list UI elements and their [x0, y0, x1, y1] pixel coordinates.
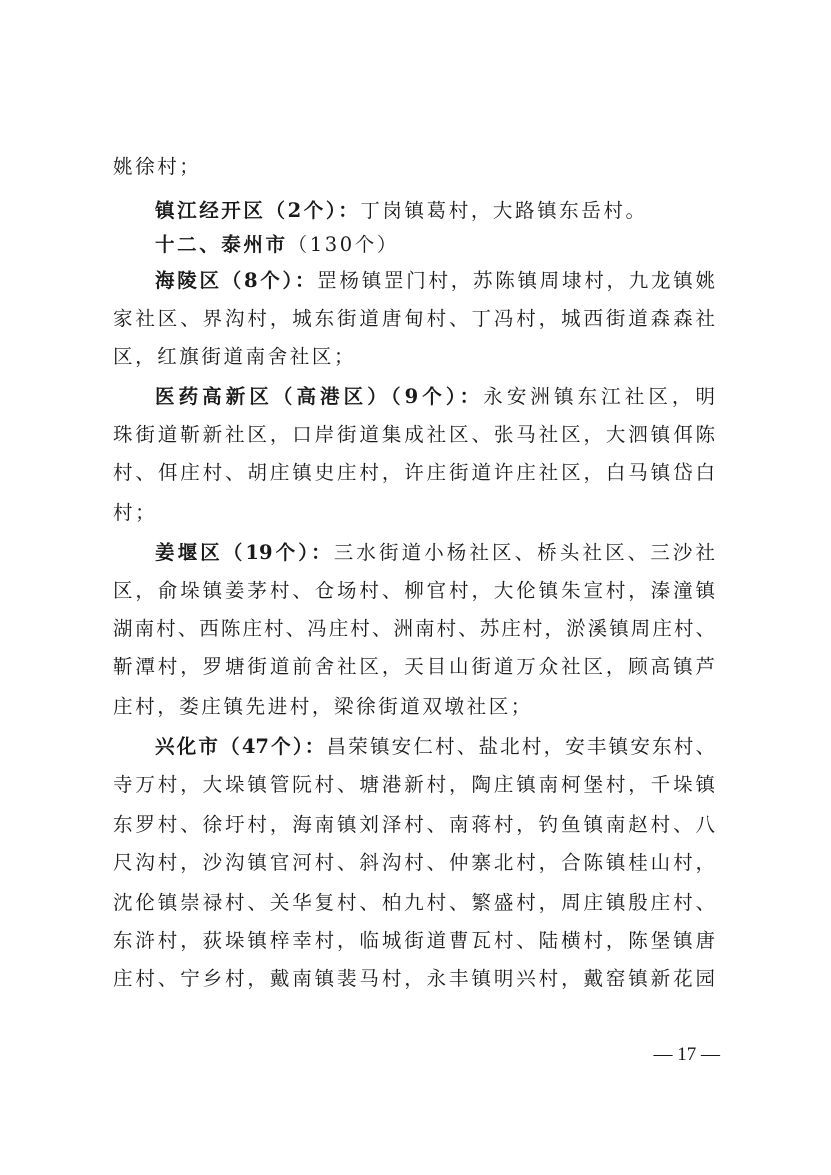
page-number: — 17 — — [653, 1044, 720, 1065]
entry-xinghua: 兴化市（47个）：昌荣镇安仁村、盐北村，安丰镇安东村、 — [155, 735, 715, 758]
section-heading: 十二、泰州市 — [155, 233, 288, 256]
text-line: 区，俞垛镇姜茅村、仓场村、柳官村，大伦镇朱宣村，溱潼镇 — [113, 579, 715, 602]
district-label: 兴化市（47个）： — [155, 735, 327, 758]
text-line: 靳潭村，罗塘街道前舍社区，天目山街道万众社区，顾高镇芦 — [113, 655, 715, 678]
text-line: 湖南村、西陈庄村、冯庄村、洲南村、苏庄村，淤溪镇周庄村、 — [113, 617, 715, 640]
text-line: 寺万村，大垛镇管阮村、塘港新村，陶庄镇南柯堡村，千垛镇 — [113, 773, 715, 796]
text-line: 姚徐村； — [113, 155, 202, 178]
entry-zhenjiang-econ-zone: 镇江经开区（2个）：丁岗镇葛村，大路镇东岳村。 — [155, 199, 648, 222]
text-line: 东罗村、徐圩村，海南镇刘泽村、南蒋村，钓鱼镇南赵村、八 — [113, 813, 715, 836]
text-line: 珠街道靳新社区，口岸街道集成社区、张马社区，大泗镇佴陈 — [113, 423, 715, 446]
entry-hailing: 海陵区（8个）：罡杨镇罡门村，苏陈镇周埭村，九龙镇姚 — [155, 269, 715, 292]
text-line: 区，红旗街道南舍社区； — [113, 345, 357, 368]
text-line: 尺沟村，沙沟镇官河村、斜沟村、仲寨北村，合陈镇桂山村， — [113, 851, 715, 874]
district-label: 姜堰区（19个）： — [155, 541, 334, 564]
text-line: 庄村、宁乡村，戴南镇裴马村，永丰镇明兴村，戴窑镇新花园 — [113, 967, 715, 990]
entry-jiangyan: 姜堰区（19个）：三水街道小杨社区、桥头社区、三沙社 — [155, 541, 715, 564]
district-label: 镇江经开区（2个）： — [155, 199, 361, 222]
entry-yiyao-gaoxin: 医药高新区（高港区）（9个）：永安洲镇东江社区，明 — [155, 385, 715, 408]
text-line: 庄村，娄庄镇先进村，梁徐街道双墩社区； — [113, 695, 533, 718]
text-line: 东浒村，荻垛镇梓幸村，临城街道曹瓦村、陆横村，陈堡镇唐 — [113, 929, 715, 952]
section-heading-taizhou: 十二、泰州市（130个） — [155, 233, 399, 256]
text-line: 村、佴庄村、胡庄镇史庄村，许庄街道许庄社区，白马镇岱白 — [113, 461, 715, 484]
district-label: 海陵区（8个）： — [155, 269, 318, 292]
text-line: 村； — [113, 501, 158, 524]
text-line: 沈伦镇崇禄村、关华复村、柏九村、繁盛村，周庄镇殷庄村、 — [113, 891, 715, 914]
district-label: 医药高新区（高港区）（9个）： — [155, 385, 484, 408]
text-line: 家社区、界沟村，城东街道唐甸村、丁冯村，城西街道森森社 — [113, 307, 715, 330]
